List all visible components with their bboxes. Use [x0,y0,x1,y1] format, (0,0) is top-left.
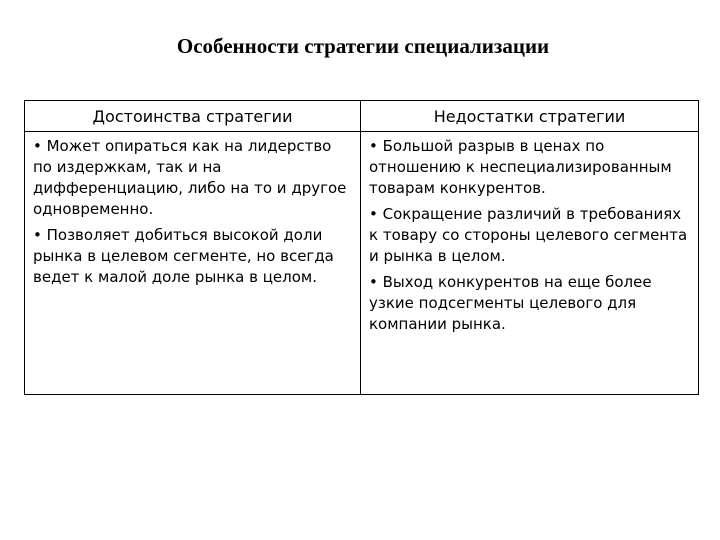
page-title: Особенности стратегии специализации [176,34,550,58]
advantage-item: • Может опираться как на лидерство по издержкам, так и на дифференциацию, либо на то и другое одновременно. [33,137,347,218]
table-row [25,132,699,395]
disadvantages-cell [361,132,699,395]
advantages-cell [25,132,361,395]
disadvantage-item: • Большой разрыв в ценах по отношению к неспециализированным товарам конкурентов. [369,137,672,197]
table-header-row [25,101,699,132]
comparison-table [24,100,699,395]
disadvantage-item: • Выход конкурентов на еще более узкие подсегменты целевого для компании рынка. [369,273,652,333]
advantage-item: • Позволяет добиться высокой доли рынка в целевом сегменте, но всегда ведет к малой доле рынка в целом. [33,226,334,286]
advantages-header: Достоинства стратегии [25,101,361,132]
disadvantage-item: • Сокращение различий в требованиях к товару со стороны целевого сегмента и рынка в целом. [369,205,688,265]
disadvantages-header: Недостатки стратегии [361,101,699,132]
